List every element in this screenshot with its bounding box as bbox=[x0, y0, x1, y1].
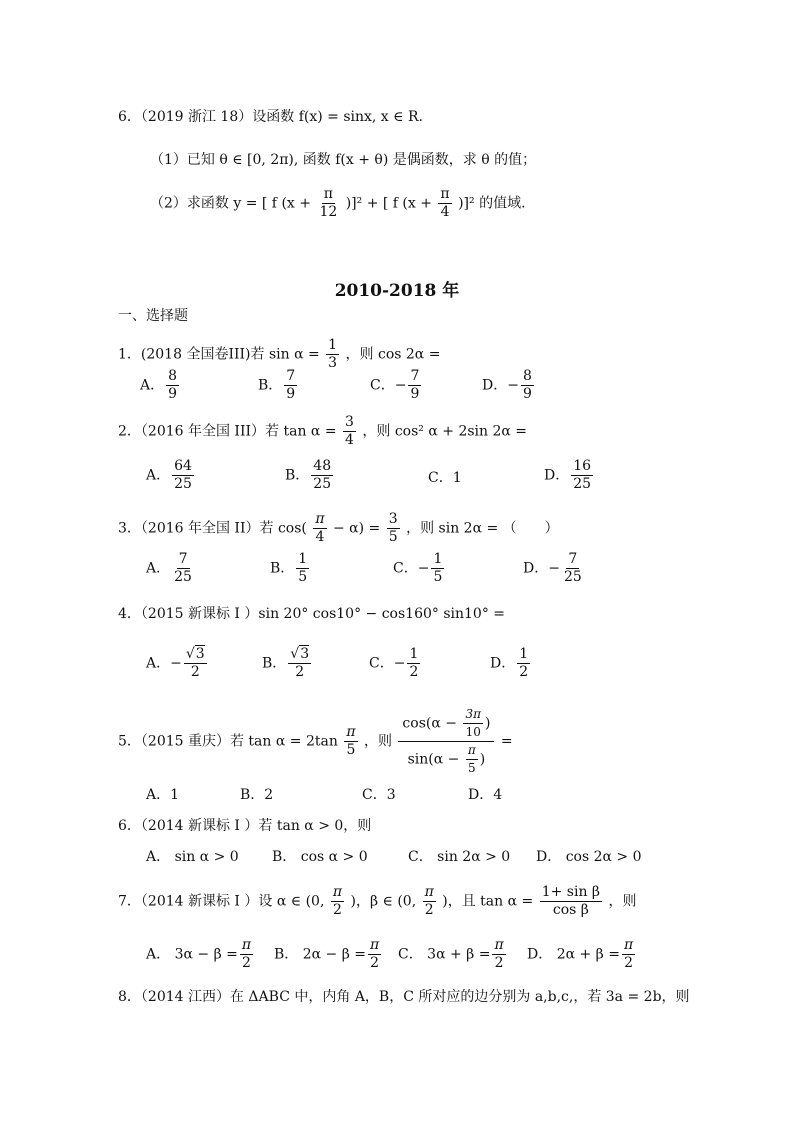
q2-option-b: B． $\frac{48}{25}$ bbox=[285, 458, 332, 492]
fraction: $\frac{\pi}{12}$ bbox=[319, 186, 338, 220]
problem-6-part1: （1）已知 θ ∈ [0, 2π), 函数 f(x + θ) 是偶函数，求 θ 的值； bbox=[150, 152, 537, 168]
q7-option-b: B． 2α − β = $\frac{\pi}{2}$ bbox=[274, 937, 380, 971]
q4-option-a: A．− $\frac{√3}{2}$ bbox=[146, 646, 205, 680]
q5-option-b: B．2 bbox=[240, 787, 274, 803]
q6-option-d: D． cos 2α > 0 bbox=[536, 849, 642, 865]
question-4-stem: 4．（2015 新课标 I ）sin 20° cos10° − cos160° sin10° = bbox=[118, 606, 506, 622]
q5-option-d: D．4 bbox=[468, 787, 503, 803]
q4-option-c: C．− $\frac{1}{2}$ bbox=[369, 646, 419, 680]
question-5-stem: 5．（2015 重庆）若 tan α = 2tan $\frac{\pi}{5}$ ，则 cos(α − $\frac{3\pi}{10}$ ) sin(α − $\frac{\pi}{5}$ ) = bbox=[118, 707, 513, 775]
q3-option-c: C．− $\frac{1}{5}$ bbox=[393, 551, 443, 585]
question-6-stem: 6．（2014 新课标 I ）若 tan α > 0，则 bbox=[118, 818, 372, 834]
part2-mid: )]² + [ f (x + bbox=[345, 195, 432, 212]
fraction: $\frac{3}{5}$ bbox=[388, 511, 398, 545]
q3-option-b: B． $\frac{1}{5}$ bbox=[270, 551, 308, 585]
question-3-stem: 3．（2016 年全国 II）若 cos( $\frac{\pi}{4}$ − α) = $\frac{3}{5}$ ，则 sin 2α = （ ） bbox=[118, 511, 559, 545]
q7-option-a: A． 3α − β = $\frac{\pi}{2}$ bbox=[146, 937, 252, 971]
fraction: $\frac{\pi}{2}$ bbox=[332, 884, 343, 918]
fraction: $\frac{\pi}{5}$ bbox=[346, 724, 356, 758]
fraction: $\frac{\pi}{4}$ bbox=[315, 511, 325, 545]
q4-option-b: B． $\frac{√3}{2}$ bbox=[262, 646, 310, 680]
fraction: $\frac{\pi}{4}$ bbox=[440, 186, 450, 220]
section-title: 2010-2018 年 bbox=[334, 281, 460, 301]
q5-option-a: A．1 bbox=[146, 787, 180, 803]
question-1-stem: 1．(2018 全国卷III)若 sin α = $\frac{1}{3}$ ，则 cos 2α = bbox=[118, 337, 441, 371]
q2-option-c: C．1 bbox=[428, 470, 462, 486]
q7-option-c: C． 3α + β = $\frac{\pi}{2}$ bbox=[398, 937, 504, 971]
question-8-stem: 8．（2014 江西）在 ΔABC 中，内角 A，B，C 所对应的边分别为 a,b,c,，若 3a = 2b，则 bbox=[118, 989, 690, 1005]
fraction: $\frac{3}{4}$ bbox=[345, 414, 354, 448]
q1-option-b: B． $\frac{7}{9}$ bbox=[258, 368, 296, 402]
question-7-stem: 7．（2014 新课标 I ）设 α ∈ (0, $\frac{\pi}{2}$ )，β ∈ (0, $\frac{\pi}{2}$ )，且 tan α = $\frac{\text{1+ sin β}}{\text{cos β}}$ ，则 bbox=[118, 884, 637, 918]
q2-option-d: D． $\frac{16}{25}$ bbox=[544, 458, 592, 492]
q1-option-c: C．− $\frac{7}{9}$ bbox=[370, 368, 420, 402]
q2-option-a: A． $\frac{64}{25}$ bbox=[146, 458, 192, 492]
problem-6-part2 bbox=[150, 186, 526, 221]
question-2-stem: 2．（2016 年全国 III）若 tan α = $\frac{3}{4}$ ，则 cos² α + 2sin 2α = bbox=[118, 414, 528, 448]
fraction: $\frac{\pi}{2}$ bbox=[424, 884, 434, 918]
q6-option-a: A． sin α > 0 bbox=[146, 849, 239, 865]
q4-option-d: D． $\frac{1}{2}$ bbox=[490, 646, 529, 680]
q5-option-c: C．3 bbox=[362, 787, 396, 803]
section-label: 一、选择题 bbox=[118, 308, 188, 324]
q6-option-b: B． cos α > 0 bbox=[272, 849, 368, 865]
fraction: $\frac{1}{3}$ bbox=[328, 337, 338, 371]
q1-option-a: A． $\frac{8}{9}$ bbox=[140, 368, 178, 402]
q1-option-d: D．− $\frac{8}{9}$ bbox=[482, 368, 532, 402]
q3-option-d: D．− $\frac{7}{25}$ bbox=[523, 551, 582, 585]
q6-option-c: C． sin 2α > 0 bbox=[408, 849, 511, 865]
fraction: $\frac{\text{1+ sin β}}{\text{cos β}}$ bbox=[541, 884, 601, 918]
q3-option-a: A． $\frac{7}{25}$ bbox=[146, 551, 192, 585]
problem-6-stem: 6．（2019 浙江 18）设函数 f(x) = sinx, x ∈ R. bbox=[118, 109, 423, 125]
part2-prefix: （2）求函数 y = [ f (x + bbox=[150, 195, 311, 212]
q7-option-d: D． 2α + β = $\frac{\pi}{2}$ bbox=[527, 937, 634, 971]
big-fraction: cos(α − $\frac{3\pi}{10}$ ) sin(α − $\frac{\pi}{5}$ ) bbox=[398, 706, 494, 777]
part2-suffix: )]² 的值域. bbox=[458, 195, 526, 212]
